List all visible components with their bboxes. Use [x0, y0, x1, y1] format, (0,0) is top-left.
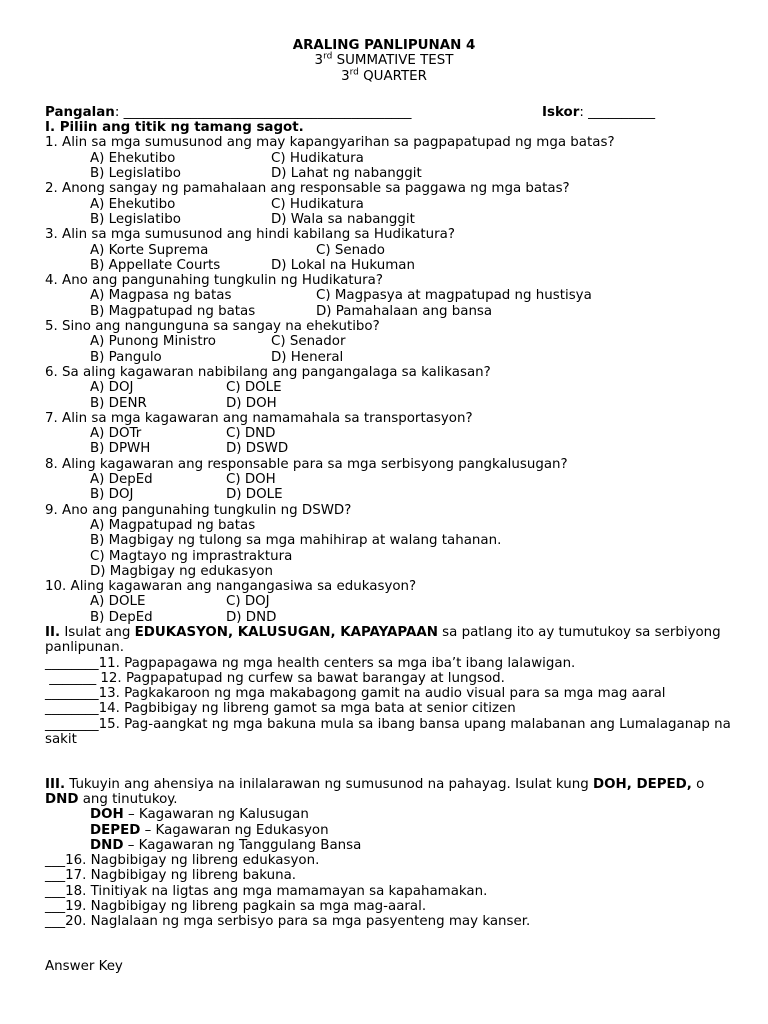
- part3-items: [45, 853, 735, 929]
- name-score-row: [45, 105, 735, 120]
- fill-in-item[interactable]: ________14. Pagbibigay ng libreng gamot sa mga bata at senior citizen: [45, 701, 516, 717]
- option-c[interactable]: C) DND: [226, 426, 276, 442]
- part3-legend: [45, 807, 735, 853]
- option-c[interactable]: C) Senado: [316, 242, 385, 258]
- option-d[interactable]: D) Heneral: [271, 349, 344, 365]
- option-d[interactable]: D) DOH: [226, 395, 277, 411]
- question-9-options: [45, 518, 735, 579]
- fill-in-item[interactable]: _______ 12. Pagpapatupad ng curfew sa bawat barangay at lungsod.: [45, 670, 505, 686]
- test-number: 3: [314, 53, 324, 69]
- question-1: 1. Alin sa mga sumusunod ang may kapangyarihan sa pagpapatupad ng mga batas?: [45, 135, 615, 151]
- question-9-option[interactable]: B) Magbigay ng tulong sa mga mahihirap at walang tahanan.: [90, 533, 502, 549]
- option-a[interactable]: A) Punong Ministro: [90, 334, 217, 350]
- legend-code: DEPED: [90, 822, 141, 838]
- name-blank[interactable]: : ___________________________________________: [114, 104, 412, 120]
- worksheet-header: [0, 38, 768, 84]
- test-ordinal: rd: [323, 51, 333, 62]
- question-7-options-row1: [45, 426, 735, 441]
- option-a[interactable]: A) Ehekutibo: [90, 196, 176, 212]
- option-c[interactable]: C) Senador: [271, 334, 346, 350]
- question-2-options-row2: [45, 212, 735, 227]
- option-b[interactable]: B) DENR: [90, 395, 147, 411]
- option-c[interactable]: C) DOJ: [226, 594, 270, 610]
- option-d[interactable]: D) DOLE: [226, 487, 283, 503]
- option-d[interactable]: D) Lokal na Hukuman: [271, 257, 415, 273]
- part3-instructions: [45, 777, 735, 808]
- option-b[interactable]: B) Pangulo: [90, 349, 162, 365]
- option-a[interactable]: A) DOLE: [90, 594, 146, 610]
- part3-text-mid: o: [691, 776, 705, 792]
- question-9: 9. Ano ang pangunahing tungkulin ng DSWD?: [45, 502, 352, 518]
- identify-item[interactable]: ___18. Tinitiyak na ligtas ang mga mamamayan sa kapahamakan.: [45, 883, 488, 899]
- part2-number: II.: [45, 624, 61, 640]
- option-b[interactable]: B) Magpatupad ng batas: [90, 303, 256, 319]
- legend-desc: – Kagawaran ng Tanggulang Bansa: [123, 837, 362, 853]
- quarter-label: QUARTER: [363, 68, 427, 84]
- question-3: 3. Alin sa mga sumusunod ang hindi kabilang sa Hudikatura?: [45, 227, 455, 243]
- score-field[interactable]: [542, 105, 655, 120]
- question-4-options-row1: [45, 288, 735, 303]
- question-6-options-row1: [45, 380, 735, 395]
- option-d[interactable]: D) DND: [226, 609, 277, 625]
- option-a[interactable]: A) DOJ: [90, 380, 134, 396]
- question-3-options-row2: [45, 258, 735, 273]
- option-d[interactable]: D) Pamahalaan ang bansa: [316, 303, 493, 319]
- part2-keywords: EDUKASYON, KALUSUGAN, KAPAYAPAAN: [134, 624, 438, 640]
- question-1-options-row2: [45, 166, 735, 181]
- question-5: 5. Sino ang nangunguna sa sangay na ehekutibo?: [45, 319, 380, 335]
- answer-key-label: Answer Key: [45, 958, 123, 974]
- question-9-option[interactable]: A) Magpatupad ng batas: [90, 517, 256, 533]
- option-a[interactable]: A) Korte Suprema: [90, 242, 209, 258]
- question-6: 6. Sa aling kagawaran nabibilang ang pangangalaga sa kalikasan?: [45, 364, 491, 380]
- part2-instructions: [45, 625, 735, 656]
- subject-title: ARALING PANLIPUNAN 4: [292, 38, 476, 53]
- quarter-ordinal: rd: [349, 67, 359, 78]
- question-10-options-row2: [45, 610, 735, 625]
- question-9-option[interactable]: C) Magtayo ng imprastraktura: [90, 548, 293, 564]
- option-c[interactable]: C) Hudikatura: [271, 196, 364, 212]
- score-label: Iskor: [542, 104, 580, 120]
- legend-code: DOH: [90, 807, 124, 823]
- identify-item[interactable]: ___17. Nagbibigay ng libreng bakuna.: [45, 868, 297, 884]
- legend-item: [45, 823, 735, 838]
- question-3-options-row1: [45, 243, 735, 258]
- part3-keywords: DOH, DEPED,: [593, 776, 692, 792]
- test-title: [0, 53, 768, 68]
- option-b[interactable]: B) DepEd: [90, 609, 153, 625]
- identify-item[interactable]: ___19. Nagbibigay ng libreng pagkain sa mga mag-aaral.: [45, 899, 427, 915]
- option-d[interactable]: D) DSWD: [226, 441, 289, 457]
- question-6-options-row2: [45, 396, 735, 411]
- question-4: 4. Ano ang pangunahing tungkulin ng Hudikatura?: [45, 273, 383, 289]
- identify-item[interactable]: ___20. Naglalaan ng mga serbisyo para sa mga pasyenteng may kanser.: [45, 914, 531, 930]
- part3-keyword-dnd: DND: [45, 791, 79, 807]
- question-10-options-row1: [45, 594, 735, 609]
- legend-item: [45, 807, 735, 822]
- option-b[interactable]: B) DOJ: [90, 487, 134, 503]
- part3-text-post: ang tinutukoy.: [78, 791, 178, 807]
- question-7: 7. Alin sa mga kagawaran ang namamahala sa transportasyon?: [45, 410, 473, 426]
- part3-text-pre: Tukuyin ang ahensiya na inilalarawan ng sumusunod na pahayag. Isulat kung: [65, 776, 593, 792]
- name-field[interactable]: [45, 105, 411, 120]
- legend-code: DND: [90, 837, 124, 853]
- score-blank[interactable]: : __________: [579, 104, 656, 120]
- option-b[interactable]: B) Appellate Courts: [90, 257, 221, 273]
- quarter-title: [0, 69, 768, 84]
- question-1-options-row1: [45, 151, 735, 166]
- option-c[interactable]: C) Magpasya at magpatupad ng hustisya: [316, 288, 592, 304]
- part2-text-pre: Isulat ang: [60, 624, 135, 640]
- option-c[interactable]: C) DOLE: [226, 380, 282, 396]
- part2-items: [45, 656, 735, 748]
- legend-item: [45, 838, 735, 853]
- question-8: 8. Aling kagawaran ang responsable para sa mga serbisyong pangkalusugan?: [45, 456, 568, 472]
- question-8-options-row2: [45, 487, 735, 502]
- legend-desc: – Kagawaran ng Edukasyon: [140, 822, 329, 838]
- option-a[interactable]: A) Ehekutibo: [90, 150, 176, 166]
- option-b[interactable]: B) Legislatibo: [90, 211, 181, 227]
- option-a[interactable]: A) DOTr: [90, 426, 142, 442]
- option-c[interactable]: C) Hudikatura: [271, 150, 364, 166]
- part3-number: III.: [45, 776, 66, 792]
- option-b[interactable]: B) DPWH: [90, 441, 151, 457]
- part2-text-post: sa patlang ito ay tumutukoy sa serbiyong panlipunan.: [45, 624, 721, 656]
- option-d[interactable]: D) Wala sa nabanggit: [271, 211, 415, 227]
- question-2: 2. Anong sangay ng pamahalaan ang responsable sa paggawa ng mga batas?: [45, 181, 570, 197]
- test-label: SUMMATIVE TEST: [336, 53, 454, 69]
- option-c[interactable]: C) DOH: [226, 472, 276, 488]
- name-label: Pangalan: [45, 104, 115, 120]
- part1-questions: [45, 135, 735, 502]
- option-d[interactable]: D) Lahat ng nabanggit: [271, 166, 422, 182]
- question-5-options-row1: [45, 334, 735, 349]
- question-4-options-row2: [45, 304, 735, 319]
- question-5-options-row2: [45, 350, 735, 365]
- quarter-number: 3: [341, 68, 350, 84]
- question-2-options-row1: [45, 197, 735, 212]
- option-a[interactable]: A) Magpasa ng batas: [90, 288, 232, 304]
- option-a[interactable]: A) DepEd: [90, 472, 153, 488]
- option-b[interactable]: B) Legislatibo: [90, 166, 181, 182]
- part1-title: I. Piliin ang titik ng tamang sagot.: [45, 120, 304, 136]
- legend-desc: – Kagawaran ng Kalusugan: [123, 807, 309, 823]
- fill-in-item[interactable]: ________11. Pagpapagawa ng mga health centers sa mga iba’t ibang lalawigan.: [45, 655, 576, 671]
- fill-in-item[interactable]: ________15. Pag-aangkat ng mga bakuna mula sa ibang bansa upang malabanan ang Lumalaganap na sakit: [45, 716, 736, 748]
- identify-item[interactable]: ___16. Nagbibigay ng libreng edukasyon.: [45, 853, 320, 869]
- question-9-option[interactable]: D) Magbigay ng edukasyon: [90, 563, 273, 579]
- question-10: 10. Aling kagawaran ang nangangasiwa sa edukasyon?: [45, 579, 417, 595]
- fill-in-item[interactable]: ________13. Pagkakaroon ng mga makabagong gamit na audio visual para sa mga mag aaral: [45, 686, 666, 702]
- question-8-options-row1: [45, 472, 735, 487]
- question-7-options-row2: [45, 441, 735, 456]
